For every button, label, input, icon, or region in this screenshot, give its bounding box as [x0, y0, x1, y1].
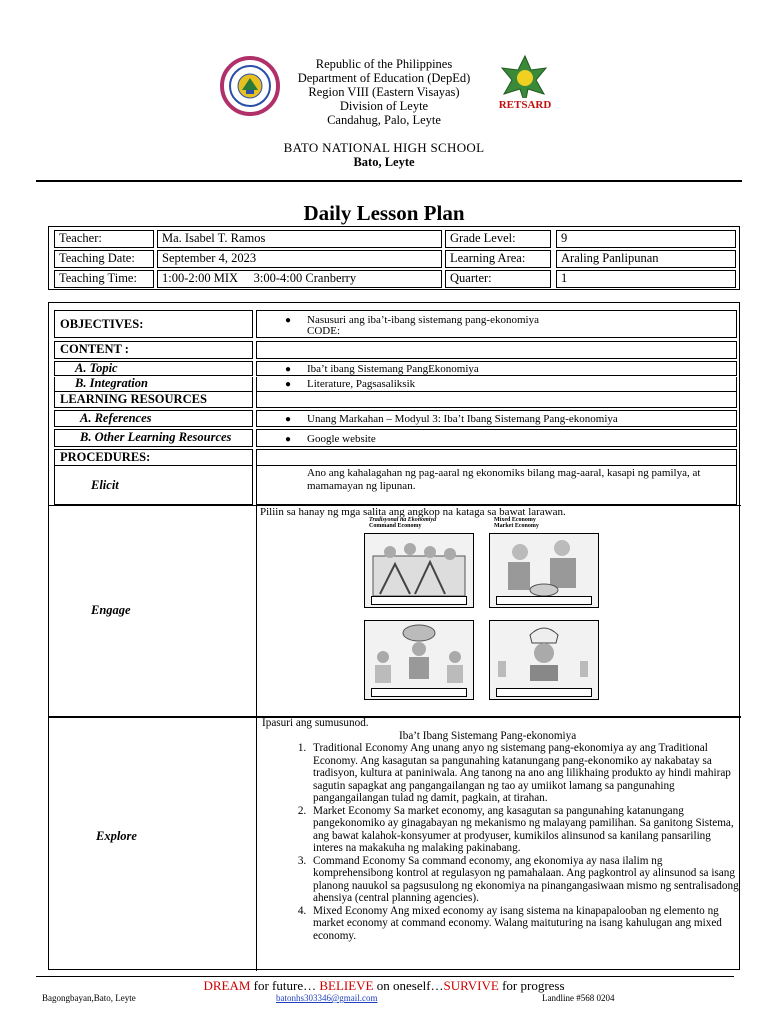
explore-label: Explore	[96, 829, 137, 843]
elicit-label-cell	[54, 465, 253, 505]
footer-address: Bagongbayan,Bato, Leyte	[42, 993, 136, 1003]
learning-resources-label: LEARNING RESOURCES	[54, 391, 253, 408]
bullet-icon: ●	[285, 364, 292, 375]
grade-value: 9	[556, 230, 736, 248]
agency-line: Republic of the Philippines	[315, 57, 453, 71]
engage-cell	[256, 505, 741, 717]
letterhead	[0, 52, 768, 172]
engage-label: Engage	[91, 603, 131, 617]
other-resources-label: B. Other Learning Resources	[54, 429, 253, 447]
agency-line: Department of Education (DepEd)	[297, 71, 471, 85]
objectives-label: OBJECTIVES:	[54, 310, 253, 338]
list-item: 4. Mixed Economy Ang mixed economy ay isang sistema na kinapapalooban ng elemento ng market economy at command economy. Walang maituturing na isang kahulugan ang mixed economy.	[309, 905, 741, 943]
code-text: CODE:	[307, 325, 340, 337]
bullet-icon: ●	[285, 434, 292, 445]
bullet-icon: ●	[285, 315, 292, 326]
time-label: Teaching Time:	[54, 270, 154, 288]
quarter-label: Quarter:	[445, 270, 551, 288]
agency-lines	[0, 57, 768, 127]
motto-believe: BELIEVE	[319, 978, 374, 993]
answer-box[interactable]	[371, 596, 467, 605]
list-item: 2. Market Economy Sa market economy, ang kasagutan sa pangunahing katanungang pangekonomiko ay ginagabayan ng mekanismo ng malayang pamilihan. Sa ganitong Sistema, ang bawat kalahok-konsyumer at prodyuser, kumikilos alinsunod sa kanilang pansariling interes na makakuha ng malaking pakinabang.	[309, 805, 741, 855]
teacher-value: Ma. Isabel T. Ramos	[157, 230, 442, 248]
topic-text: Iba’t ibang Sistemang PangEkonomiya	[307, 363, 479, 375]
footer-email-link[interactable]: batonhs303346@gmail.com	[276, 993, 378, 1003]
topic-label: A. Topic	[54, 361, 253, 376]
motto-text: for progress	[498, 978, 565, 993]
area-value: Araling Panlipunan	[556, 250, 736, 268]
motto-text: for future…	[250, 978, 320, 993]
area-label: Learning Area:	[445, 250, 551, 268]
header-divider	[36, 180, 742, 182]
answer-box[interactable]	[496, 596, 592, 605]
school-name: BATO NATIONAL HIGH SCHOOL	[283, 140, 485, 155]
motto-survive: SURVIVE	[443, 978, 499, 993]
image-caption: Command Economy	[369, 523, 422, 529]
bullet-icon: ●	[285, 379, 292, 390]
content-cell	[256, 341, 737, 359]
answer-box[interactable]	[371, 688, 467, 697]
grade-label: Grade Level:	[445, 230, 551, 248]
elicit-cell	[256, 465, 737, 505]
content-label: CONTENT :	[54, 341, 253, 359]
elicit-label: Elicit	[91, 478, 119, 492]
agency-line: Candahug, Palo, Leyte	[327, 113, 441, 127]
school-motto	[0, 978, 768, 994]
footer-divider	[36, 976, 734, 977]
explore-intro: Ipasuri ang sumusunod.	[262, 717, 369, 729]
list-item: 3. Command Economy Sa command economy, ang ekonomiya ay nasa ilalim ng komprehensibong kontrol at regulasyon ng pamahalaan. Ang pagkontrol ay alinsunod sa isang planong nauukol sa pagsusulong ng ekonomiya na pinangangasiwaan mismo ng sentralisadong ahensiya (central planning agencies).	[309, 855, 741, 905]
retsard-logo-icon	[490, 54, 560, 112]
objectives-text: Nasusuri ang iba’t-ibang sistemang pang-ekonomiya	[307, 314, 539, 326]
topic-cell	[256, 361, 737, 376]
integration-label: B. Integration	[54, 377, 253, 391]
engage-label-cell	[49, 505, 256, 717]
economy-systems-list	[259, 742, 741, 942]
lesson-plan-table	[48, 302, 740, 970]
procedures-label: PROCEDURES:	[54, 449, 253, 466]
objectives-cell	[256, 310, 737, 338]
image-caption: Tradisyonal na Ekonomiya	[369, 517, 437, 523]
lesson-info-table	[48, 226, 740, 290]
school-location: Bato, Leyte	[353, 155, 415, 169]
command-economy-illustration	[489, 620, 599, 700]
image-caption: Market Economy	[494, 523, 539, 529]
bullet-icon: ●	[285, 414, 292, 425]
date-value: September 4, 2023	[157, 250, 442, 268]
integration-text: Literature, Pagsasaliksik	[307, 378, 416, 390]
references-text: Unang Markahan – Modyul 3: Iba’t Ibang Sistemang Pang-ekonomiya	[307, 413, 618, 425]
mixed-economy-illustration	[489, 533, 599, 608]
engage-text: Piliin sa hanay ng mga salita ang angkop na kataga sa bawat larawan.	[260, 506, 566, 518]
integration-cell	[256, 377, 737, 391]
motto-dream: DREAM	[203, 978, 251, 993]
explore-heading: Iba’t Ibang Sistemang Pang-ekonomiya	[399, 729, 577, 742]
agency-line: Division of Leyte	[339, 99, 429, 113]
answer-box[interactable]	[496, 688, 592, 697]
list-item: 1. Traditional Economy Ang unang anyo ng sistemang pang-ekonomiya ay ang Traditional Economy. Ang kasagutan sa pangunahing katanungang pang-ekonomiko ay nakabatay sa tradisyon, kultura at paniniwala. Ang tanong na ano ang lilikhaing produkto ay hindi mahirap sagutin sapagkat ang pangangailangan ng tao ay umiikot lamang sa pangunahing pangangailangan tulad ng damit, pagkain, at tirahan.	[309, 742, 741, 805]
elicit-text: Ano ang kahalagahan ng pag-aaral ng ekonomiks bilang mag-aaral, kasapi ng pamilya, at mamamayan ng lipunan.	[307, 467, 701, 492]
teacher-label: Teacher:	[54, 230, 154, 248]
footer-landline: Landline #568 0204	[542, 993, 615, 1003]
image-caption: Mixed Economy	[494, 517, 536, 523]
references-label: A. References	[54, 410, 253, 427]
page-title: Daily Lesson Plan	[303, 201, 465, 225]
date-label: Teaching Date:	[54, 250, 154, 268]
explore-label-cell	[49, 717, 256, 971]
traditional-economy-illustration	[364, 533, 474, 608]
learning-resources-cell	[256, 391, 737, 408]
references-cell	[256, 410, 737, 427]
explore-content	[259, 717, 741, 942]
other-resources-cell	[256, 429, 737, 447]
procedures-cell	[256, 449, 737, 466]
other-resources-text: Google website	[307, 433, 376, 445]
motto-text: on oneself…	[373, 978, 444, 993]
quarter-value: 1	[556, 270, 736, 288]
market-economy-illustration	[364, 620, 474, 700]
time-value: 1:00-2:00 MIX 3:00-4:00 Cranberry	[157, 270, 442, 288]
agency-line: Region VIII (Eastern Visayas)	[308, 85, 460, 99]
svg-text:RETSARD: RETSARD	[498, 99, 552, 111]
